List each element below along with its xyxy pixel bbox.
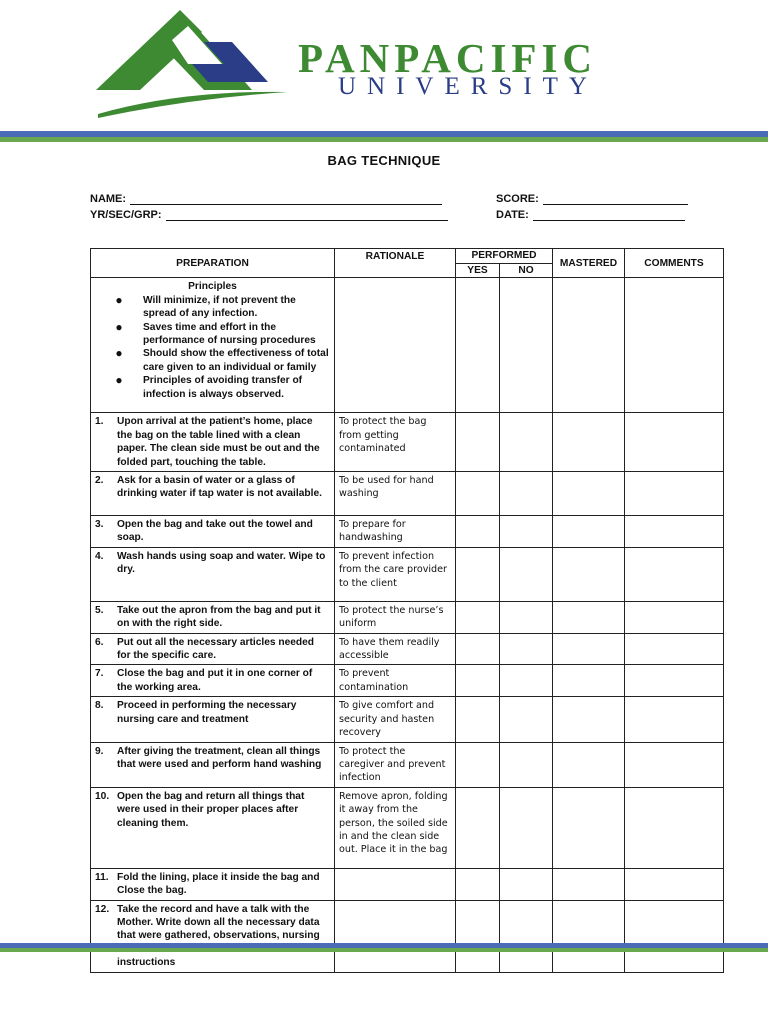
comments-cell[interactable] — [625, 547, 724, 601]
yes-cell[interactable] — [456, 742, 500, 787]
step-number: 4. — [95, 550, 104, 562]
yes-cell[interactable] — [456, 516, 500, 548]
step-number: 12. — [95, 903, 110, 915]
procedure-cell — [91, 697, 335, 742]
mastered-cell[interactable] — [553, 633, 625, 665]
rationale-cell: Remove apron, folding it away from the person, the soiled side in and the clean side out. Place it in the bag — [335, 787, 456, 868]
mastered-cell[interactable] — [553, 868, 625, 900]
university-subtitle: UNIVERSITY — [338, 73, 598, 100]
step-text: Wash hands using soap and water. Wipe to dry. — [117, 550, 326, 576]
rationale-cell — [335, 900, 456, 972]
step-number: 5. — [95, 604, 104, 616]
no-cell[interactable] — [500, 516, 553, 548]
comments-cell[interactable] — [625, 601, 724, 633]
step-text: Ask for a basin of water or a glass of drinking water if tap water is not available. — [117, 475, 322, 500]
score-label: SCORE: — [496, 193, 539, 205]
rationale-cell — [335, 278, 456, 413]
step-row — [91, 697, 724, 742]
step-text: Open the bag and take out the towel and soap. — [117, 519, 313, 544]
date-line[interactable] — [533, 210, 685, 221]
step-text: Proceed in performing the necessary nursing care and treatment — [117, 700, 297, 725]
yr-sec-grp-line[interactable] — [166, 210, 448, 221]
procedure-cell — [91, 787, 335, 868]
mastered-cell[interactable] — [553, 472, 625, 516]
yes-cell[interactable] — [456, 278, 500, 413]
yr-sec-grp-field[interactable] — [90, 209, 448, 221]
procedure-cell — [91, 633, 335, 665]
yes-cell[interactable] — [456, 413, 500, 472]
mastered-cell[interactable] — [553, 665, 625, 697]
step-text: After giving the treatment, clean all things that were used and perform hand washing — [117, 745, 322, 770]
yes-cell[interactable] — [456, 900, 500, 972]
comments-cell[interactable] — [625, 868, 724, 900]
mastered-cell[interactable] — [553, 900, 625, 972]
principle-item: ● Will minimize, if not prevent the spread of any infection. — [95, 294, 330, 321]
mastered-cell[interactable] — [553, 697, 625, 742]
checklist-table — [90, 248, 724, 973]
yes-cell[interactable] — [456, 787, 500, 868]
yes-cell[interactable] — [456, 547, 500, 601]
comments-cell[interactable] — [625, 742, 724, 787]
rationale-cell — [335, 868, 456, 900]
university-logo — [92, 6, 302, 126]
mastered-cell[interactable] — [553, 516, 625, 548]
step-number: 8. — [95, 700, 104, 712]
step-row — [91, 742, 724, 787]
footer-bar-green — [0, 948, 768, 952]
step-row — [91, 900, 724, 972]
comments-cell[interactable] — [625, 413, 724, 472]
bullet-icon: ● — [115, 319, 123, 334]
name-field[interactable] — [90, 193, 442, 205]
procedure-cell — [91, 601, 335, 633]
header-comments: COMMENTS — [625, 249, 724, 278]
header-rationale: RATIONALE — [335, 249, 456, 278]
yes-cell[interactable] — [456, 633, 500, 665]
rationale-cell: To prepare for handwashing — [335, 516, 456, 548]
comments-cell[interactable] — [625, 900, 724, 972]
step-text: Open the bag and return all things that were used in their proper places after cleaning them. — [117, 790, 305, 829]
comments-cell[interactable] — [625, 278, 724, 413]
mastered-cell[interactable] — [553, 413, 625, 472]
principle-item: ● Saves time and effort in the performance of nursing procedures — [95, 321, 330, 348]
comments-cell[interactable] — [625, 787, 724, 868]
no-cell[interactable] — [500, 900, 553, 972]
step-number: 3. — [95, 519, 104, 531]
mastered-cell[interactable] — [553, 742, 625, 787]
comments-cell[interactable] — [625, 697, 724, 742]
procedure-cell — [91, 516, 335, 548]
yes-cell[interactable] — [456, 601, 500, 633]
yes-cell[interactable] — [456, 697, 500, 742]
procedure-cell — [91, 742, 335, 787]
no-cell[interactable] — [500, 633, 553, 665]
step-text: Upon arrival at the patient’s home, place the bag on the table lined with a clean paper. The clean side must be out and the folded part, touching the table. — [117, 416, 320, 468]
procedure-cell — [91, 665, 335, 697]
mastered-cell[interactable] — [553, 787, 625, 868]
no-cell[interactable] — [500, 742, 553, 787]
step-text: Put out all the necessary articles needed for the specific care. — [117, 636, 315, 662]
score-field[interactable] — [496, 193, 688, 205]
procedure-cell — [91, 413, 335, 472]
rationale-cell: To have them readily accessible — [335, 633, 456, 665]
rationale-cell: To give comfort and security and hasten recovery — [335, 697, 456, 742]
date-field[interactable] — [496, 209, 685, 221]
header-bar-green — [0, 137, 768, 142]
name-line[interactable] — [130, 194, 442, 205]
procedure-cell — [91, 472, 335, 516]
header-preparation: PREPARATION — [91, 249, 335, 278]
step-row — [91, 413, 724, 472]
step-number: 10. — [95, 790, 110, 802]
rationale-cell: To protect the caregiver and prevent infection — [335, 742, 456, 787]
no-cell[interactable] — [500, 472, 553, 516]
step-number: 9. — [95, 745, 104, 757]
yes-cell[interactable] — [456, 868, 500, 900]
mastered-cell[interactable] — [553, 547, 625, 601]
step-text: Close the bag and put it in one corner of the working area. — [117, 668, 313, 693]
step-number: 1. — [95, 416, 104, 428]
step-row — [91, 787, 724, 868]
yes-cell[interactable] — [456, 472, 500, 516]
no-cell[interactable] — [500, 278, 553, 413]
comments-cell[interactable] — [625, 665, 724, 697]
no-cell[interactable] — [500, 868, 553, 900]
step-text: Take the record and have a talk with the Mother. Write down all the necessary data that were gathered, observations, nursing instructions — [117, 903, 320, 969]
principles-row — [91, 278, 724, 413]
principle-item: ● Should show the effectiveness of total care given to an individual or family — [95, 347, 330, 374]
bullet-icon: ● — [115, 373, 123, 388]
step-row — [91, 665, 724, 697]
procedure-cell — [91, 868, 335, 900]
step-number: 11. — [95, 871, 109, 883]
step-row — [91, 516, 724, 548]
comments-cell[interactable] — [625, 633, 724, 665]
bullet-icon: ● — [115, 292, 123, 307]
rationale-cell: To protect the bag from getting contaminated — [335, 413, 456, 472]
header-no: NO — [500, 264, 553, 278]
header-yes: YES — [456, 264, 500, 278]
step-row — [91, 472, 724, 516]
document-title: BAG TECHNIQUE — [327, 153, 441, 168]
name-label: NAME: — [90, 193, 127, 205]
rationale-cell: To prevent contamination — [335, 665, 456, 697]
letterhead — [0, 0, 768, 130]
step-text: Take out the apron from the bag and put it on with the right side. — [117, 604, 321, 630]
comments-cell[interactable] — [625, 472, 724, 516]
score-line[interactable] — [543, 194, 688, 205]
procedure-cell — [91, 547, 335, 601]
principle-item: ● Principles of avoiding transfer of infection is always observed. — [95, 374, 330, 401]
step-text: Fold the lining, place it inside the bag and Close the bag. — [117, 871, 320, 897]
mastered-cell[interactable] — [553, 278, 625, 413]
step-number: 6. — [95, 636, 104, 648]
rationale-cell: To protect the nurse’s uniform — [335, 601, 456, 633]
principles-list — [95, 294, 330, 401]
no-cell[interactable] — [500, 665, 553, 697]
step-number: 7. — [95, 668, 104, 680]
step-number: 2. — [95, 475, 104, 487]
no-cell[interactable] — [500, 601, 553, 633]
header-performed: PERFORMED — [456, 249, 553, 264]
rationale-cell: To prevent infection from the care provider to the client — [335, 547, 456, 601]
no-cell[interactable] — [500, 547, 553, 601]
principles-cell — [91, 278, 335, 413]
no-cell[interactable] — [500, 413, 553, 472]
procedure-cell — [91, 900, 335, 972]
principles-title: Principles — [188, 281, 237, 293]
date-label: DATE: — [496, 209, 529, 221]
step-row — [91, 547, 724, 601]
rationale-cell: To be used for hand washing — [335, 472, 456, 516]
step-row — [91, 601, 724, 633]
step-row — [91, 868, 724, 900]
university-name: PANPACIFIC — [298, 35, 598, 81]
header-mastered: MASTERED — [553, 249, 625, 278]
mastered-cell[interactable] — [553, 601, 625, 633]
step-row — [91, 633, 724, 665]
no-cell[interactable] — [500, 787, 553, 868]
no-cell[interactable] — [500, 697, 553, 742]
bullet-icon: ● — [115, 346, 123, 361]
comments-cell[interactable] — [625, 516, 724, 548]
yes-cell[interactable] — [456, 665, 500, 697]
yr-sec-grp-label: YR/SEC/GRP: — [90, 209, 162, 221]
